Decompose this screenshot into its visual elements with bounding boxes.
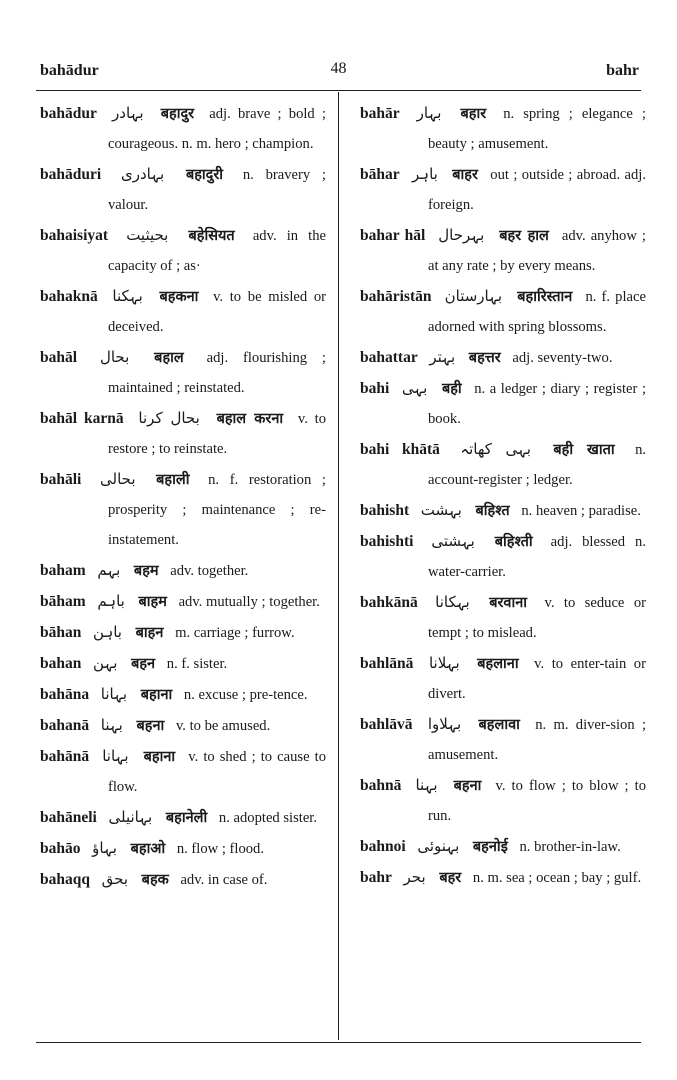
- hindi-form: बहना: [453, 778, 482, 794]
- hindi-form: बहना: [136, 718, 165, 734]
- urdu-form: بہنا: [415, 776, 438, 794]
- definition: adj. blessed n. water-carrier.: [428, 534, 647, 580]
- hindi-form: बहक: [141, 872, 169, 888]
- urdu-form: بہکنا: [112, 287, 143, 305]
- hindi-form: बरवाना: [489, 595, 528, 611]
- dictionary-entry: [40, 741, 326, 802]
- headword: bahār: [360, 105, 400, 122]
- dictionary-entry: [40, 342, 326, 403]
- definition: out ; outside ; abroad. adj. foreign.: [428, 167, 646, 213]
- headword: bahaqq: [40, 871, 90, 888]
- dictionary-entry: [360, 281, 646, 342]
- headword: bahāo: [40, 840, 81, 857]
- headword: bahāl karnā: [40, 410, 124, 427]
- urdu-form: بہلانا: [428, 654, 460, 672]
- dictionary-entry: [40, 648, 326, 679]
- dictionary-entry: [40, 220, 326, 281]
- dictionary-entry: [40, 864, 326, 895]
- hindi-form: बहाना: [140, 687, 173, 703]
- hindi-form: बहनोई: [472, 839, 508, 855]
- headword: bahlānā: [360, 655, 414, 672]
- headword: bahāl: [40, 349, 78, 366]
- hindi-form: बहाओ: [130, 841, 166, 857]
- urdu-form: بہلاوا: [427, 715, 462, 733]
- hindi-form: बहकना: [159, 289, 199, 305]
- definition: n. bravery ; valour.: [108, 167, 326, 213]
- headword: bahnā: [360, 777, 402, 794]
- urdu-form: باہن: [93, 623, 122, 641]
- column-divider: [338, 92, 339, 1040]
- hindi-form: बाहर: [452, 167, 478, 183]
- definition: v. to be misled or deceived.: [108, 289, 326, 335]
- dictionary-entry: [360, 587, 646, 648]
- dictionary-entry: [360, 434, 646, 495]
- headword: bahi khātā: [360, 441, 440, 458]
- headword: bahaisiyat: [40, 227, 109, 244]
- right-column: [360, 98, 646, 893]
- urdu-form: بحق: [101, 870, 129, 888]
- hindi-form: बहाली: [156, 472, 190, 488]
- headword: bahlāvā: [360, 716, 413, 733]
- hindi-form: बाहन: [135, 625, 164, 641]
- urdu-form: بہادر: [112, 104, 144, 122]
- headword: bahar hāl: [360, 227, 426, 244]
- urdu-form: بہنا: [100, 716, 123, 734]
- header-rule: [36, 90, 641, 91]
- hindi-form: बहिश्त: [475, 503, 510, 519]
- urdu-form: بہانا: [102, 747, 129, 765]
- hindi-form: बहलावा: [478, 717, 520, 733]
- urdu-form: بہتر: [429, 348, 456, 366]
- dictionary-entry: [40, 464, 326, 555]
- dictionary-entry: [360, 709, 646, 770]
- urdu-form: بحر: [403, 868, 426, 886]
- definition: n. a ledger ; diary ; register ; book.: [428, 381, 647, 427]
- urdu-form: بہادری: [120, 165, 165, 183]
- headword: bahāli: [40, 471, 82, 488]
- dictionary-entry: [360, 373, 646, 434]
- hindi-form: बहादुरी: [185, 167, 224, 183]
- urdu-form: بہی: [401, 379, 428, 397]
- definition: n. m. diver-sion ; amusement.: [428, 717, 647, 763]
- right-guide-word: bahr: [606, 62, 639, 79]
- headword: bahattar: [360, 349, 418, 366]
- headword: bahanā: [40, 717, 90, 734]
- hindi-form: बहाल करना: [216, 411, 284, 427]
- definition: v. to enter-tain or divert.: [428, 656, 646, 702]
- definition: adv. anyhow ; at any rate ; by every means.: [428, 228, 646, 274]
- headword: bahkānā: [360, 594, 418, 611]
- headword: bahi: [360, 380, 390, 397]
- definition: n. account-register ; ledger.: [428, 442, 647, 488]
- hindi-form: बहर हाल: [499, 228, 549, 244]
- hindi-form: बहलाना: [477, 656, 519, 672]
- hindi-form: बही खाता: [553, 442, 615, 458]
- dictionary-entry: [360, 342, 646, 373]
- hindi-form: बहानेली: [165, 810, 208, 826]
- urdu-form: بہانا: [100, 685, 128, 703]
- dictionary-entry: [40, 98, 326, 159]
- hindi-form: बहाल: [154, 350, 184, 366]
- definition: n. f. sister.: [166, 656, 228, 672]
- dictionary-entry: [40, 802, 326, 833]
- headword: bahaknā: [40, 288, 98, 305]
- dictionary-entry: [40, 617, 326, 648]
- dictionary-entry: [40, 833, 326, 864]
- headword: bahnoi: [360, 838, 406, 855]
- dictionary-entry: [360, 831, 646, 862]
- definition: v. to be amused.: [175, 718, 271, 734]
- dictionary-entry: [360, 98, 646, 159]
- hindi-form: बहाना: [143, 749, 176, 765]
- dictionary-entry: [360, 159, 646, 220]
- urdu-form: بہی کھاتہ: [460, 440, 531, 458]
- urdu-form: باہر: [412, 165, 438, 183]
- definition: v. to seduce or tempt ; to mislead.: [428, 595, 646, 641]
- headword: bāhar: [360, 166, 400, 183]
- definition: adv. mutually ; together.: [178, 594, 320, 610]
- left-column: [40, 98, 326, 895]
- hindi-form: बहारिस्तान: [517, 289, 573, 305]
- definition: v. to shed ; to cause to flow.: [108, 749, 327, 795]
- urdu-form: بحال: [99, 348, 130, 366]
- urdu-form: بہشتی: [431, 532, 475, 550]
- urdu-form: بہشت: [420, 501, 462, 519]
- urdu-form: بہانیلی: [108, 808, 153, 826]
- definition: adj. brave ; bold ; courageous. n. m. hero ; champion.: [108, 106, 326, 152]
- definition: n. m. sea ; ocean ; bay ; gulf.: [472, 870, 642, 886]
- headword: bahisht: [360, 502, 410, 519]
- footer-rule: [36, 1042, 641, 1043]
- urdu-form: بہکانا: [435, 593, 470, 611]
- dictionary-entry: [360, 495, 646, 526]
- headword: bahr: [360, 869, 392, 886]
- urdu-form: بہن: [93, 654, 118, 672]
- hindi-form: बहन: [131, 656, 156, 672]
- definition: n. f. place adorned with spring blossoms.: [428, 289, 646, 335]
- headword: bahāristān: [360, 288, 432, 305]
- dictionary-entry: [360, 862, 646, 893]
- dictionary-entry: [40, 555, 326, 586]
- dictionary-entry: [360, 770, 646, 831]
- left-guide-word: bahādur: [40, 62, 99, 79]
- definition: m. carriage ; furrow.: [175, 625, 295, 641]
- headword: bāhan: [40, 624, 82, 641]
- definition: n. adopted sister.: [218, 810, 318, 826]
- hindi-form: बहर: [439, 870, 462, 886]
- definition: adv. together.: [170, 563, 249, 579]
- definition: adj. seventy-two.: [512, 350, 613, 366]
- urdu-form: بہاؤ: [92, 839, 117, 857]
- hindi-form: बही: [441, 381, 462, 397]
- definition: v. to restore ; to reinstate.: [108, 411, 327, 457]
- headword: bahāduri: [40, 166, 102, 183]
- dictionary-entry: [40, 586, 326, 617]
- definition: v. to flow ; to blow ; to run.: [428, 778, 647, 824]
- urdu-form: بہرحال: [438, 226, 485, 244]
- dictionary-entry: [360, 220, 646, 281]
- definition: n. flow ; flood.: [176, 841, 264, 857]
- dictionary-entry: [40, 679, 326, 710]
- hindi-form: बहादुर: [160, 106, 195, 122]
- urdu-form: بہارستان: [444, 287, 503, 305]
- definition: n. excuse ; pre-tence.: [183, 687, 308, 703]
- hindi-form: बहम: [133, 563, 159, 579]
- dictionary-entry: [360, 526, 646, 587]
- urdu-form: باہم: [97, 592, 125, 610]
- dictionary-entry: [360, 648, 646, 709]
- definition: adv. in the capacity of ; as·: [108, 228, 327, 274]
- urdu-form: بہنوئی: [417, 837, 460, 855]
- hindi-form: बहार: [460, 106, 487, 122]
- urdu-form: بہار: [416, 104, 442, 122]
- definition: n. brother-in-law.: [519, 839, 621, 855]
- hindi-form: बहिश्ती: [494, 534, 533, 550]
- hindi-form: बहेसियत: [188, 228, 235, 244]
- dictionary-entry: [40, 159, 326, 220]
- dictionary-entry: [40, 403, 326, 464]
- hindi-form: बाहम: [138, 594, 167, 610]
- definition: adv. in case of.: [180, 872, 268, 888]
- dictionary-entry: [40, 710, 326, 741]
- headword: bahāna: [40, 686, 90, 703]
- page-number: 48: [330, 60, 347, 77]
- headword: bahishti: [360, 533, 414, 550]
- headword: baham: [40, 562, 86, 579]
- urdu-form: بحیثیت: [126, 226, 169, 244]
- headword: bahāneli: [40, 809, 97, 826]
- headword: bahānā: [40, 748, 90, 765]
- hindi-form: बहत्तर: [468, 350, 501, 366]
- urdu-form: بہم: [97, 561, 121, 579]
- headword: bāham: [40, 593, 86, 610]
- definition: n. spring ; elegance ; beauty ; amusement.: [428, 106, 646, 152]
- definition: n. heaven ; paradise.: [521, 503, 641, 519]
- urdu-form: بحالی: [100, 470, 136, 488]
- headword: bahādur: [40, 105, 97, 122]
- urdu-form: بحال کرنا: [138, 409, 200, 427]
- headword: bahan: [40, 655, 82, 672]
- dictionary-entry: [40, 281, 326, 342]
- definition: adj. flourishing ; maintained ; reinstated.: [108, 350, 326, 396]
- definition: n. f. restoration ; prosperity ; maintenance ; re-instatement.: [108, 472, 326, 548]
